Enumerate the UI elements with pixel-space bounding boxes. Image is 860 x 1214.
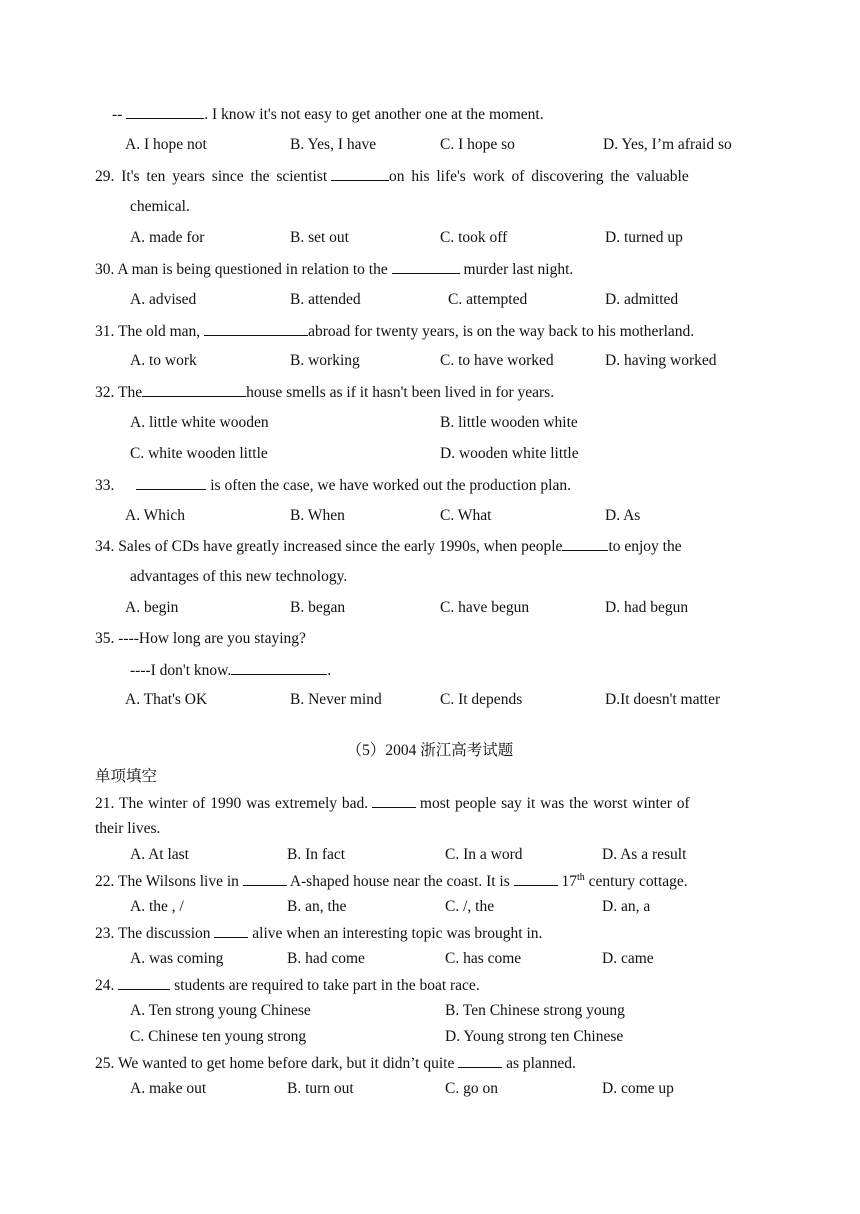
option-c: C. has come <box>445 950 522 967</box>
answer-blank <box>243 871 287 886</box>
question-33-stem <box>95 475 571 496</box>
option-d: D. having worked <box>605 352 717 369</box>
question-29-stem <box>95 166 768 187</box>
option-a: A. the , / <box>130 898 184 915</box>
q35-suffix: . <box>327 662 332 679</box>
option-d: D. had begun <box>605 599 689 616</box>
option-c: C. Chinese ten young strong <box>130 1028 307 1045</box>
answer-blank <box>458 1053 502 1068</box>
section-title: （5）2004 浙江高考试题 <box>346 742 514 759</box>
option-b: B. had come <box>287 950 365 967</box>
q24-suffix: students are required to take part in the boat race. <box>174 977 480 994</box>
option-d: D. Young strong ten Chinese <box>445 1028 624 1045</box>
option-d: D.It doesn't matter <box>605 691 721 708</box>
answer-blank <box>331 166 389 181</box>
q32-suffix: house smells as if it hasn't been lived in for years. <box>246 384 555 401</box>
q24-prefix: 24. <box>95 977 115 994</box>
q23-suffix: alive when an interesting topic was brought in. <box>252 925 543 942</box>
question-21-stem <box>95 793 768 814</box>
q22-ordinal-suffix: th <box>577 871 585 883</box>
q32-prefix: 32. The <box>95 384 143 401</box>
option-b: B. In fact <box>287 846 346 863</box>
q23-prefix: 23. The discussion <box>95 925 211 942</box>
q25-suffix: as planned. <box>506 1055 576 1072</box>
question-24-stem <box>95 975 480 996</box>
q22-suffix: century cottage. <box>588 873 688 890</box>
option-d: D. As <box>605 507 641 524</box>
question-23-stem <box>95 923 542 944</box>
q21-suffix: most people say it was the worst winter of <box>419 795 690 812</box>
q28-prefix: -- <box>112 106 127 123</box>
answer-blank <box>142 382 246 397</box>
q21-continuation: their lives. <box>95 820 161 837</box>
option-a: A. At last <box>130 846 189 863</box>
option-d: D. turned up <box>605 229 683 246</box>
option-c: C. took off <box>440 229 508 246</box>
option-c: C. attempted <box>448 291 528 308</box>
option-b: B. an, the <box>287 898 347 915</box>
answer-blank <box>392 259 460 274</box>
option-b: B. working <box>290 352 360 369</box>
question-32-stem <box>95 382 554 403</box>
q22-prefix: 22. The Wilsons live in <box>95 873 239 890</box>
q31-suffix: abroad for twenty years, is on the way back to his motherland. <box>308 323 695 340</box>
option-a: A. I hope not <box>125 136 207 153</box>
q33-prefix: 33. <box>95 477 115 494</box>
question-25-stem <box>95 1053 576 1074</box>
option-a: A. little white wooden <box>130 414 269 431</box>
option-d: D. wooden white little <box>440 445 579 462</box>
option-c: C. have begun <box>440 599 530 616</box>
q30-suffix: murder last night. <box>463 261 574 278</box>
option-d: D. came <box>602 950 654 967</box>
question-28-stem <box>112 104 544 125</box>
option-c: C. to have worked <box>440 352 554 369</box>
section-subtitle: 单项填空 <box>95 768 158 785</box>
option-a: A. advised <box>130 291 197 308</box>
q31-prefix: 31. The old man, <box>95 323 201 340</box>
option-c: C. In a word <box>445 846 523 863</box>
option-a: A. made for <box>130 229 205 246</box>
option-c: C. It depends <box>440 691 523 708</box>
option-d: D. come up <box>602 1080 674 1097</box>
answer-blank <box>126 104 204 119</box>
option-a: A. begin <box>125 599 179 616</box>
option-a: A. Ten strong young Chinese <box>130 1002 311 1019</box>
option-d: D. admitted <box>605 291 679 308</box>
q33-suffix: is often the case, we have worked out the production plan. <box>210 477 571 494</box>
option-a: A. That's OK <box>125 691 208 708</box>
answer-blank <box>372 793 416 808</box>
question-30-stem <box>95 259 573 280</box>
option-b: B. Never mind <box>290 691 382 708</box>
answer-blank <box>514 871 558 886</box>
option-b: B. set out <box>290 229 349 246</box>
option-b: B. turn out <box>287 1080 354 1097</box>
option-b: B. attended <box>290 291 361 308</box>
q34-suffix: to enjoy the <box>608 538 682 555</box>
q29-prefix: 29. It's ten years since the scientist <box>95 168 328 185</box>
q21-prefix: 21. The winter of 1990 was extremely bad. <box>95 795 369 812</box>
q22-mid: A-shaped house near the coast. It is <box>289 873 510 890</box>
option-d: D. Yes, I’m afraid so <box>603 136 732 153</box>
answer-blank <box>204 321 308 336</box>
option-a: A. make out <box>130 1080 207 1097</box>
question-31-stem <box>95 321 694 342</box>
q29-continuation: chemical. <box>130 198 190 215</box>
option-b: B. Yes, I have <box>290 136 377 153</box>
answer-blank <box>118 975 170 990</box>
option-b: B. When <box>290 507 345 524</box>
option-a: A. Which <box>125 507 185 524</box>
question-22-stem <box>95 871 688 892</box>
option-c: C. I hope so <box>440 136 515 153</box>
q22-number: 17 <box>561 873 578 890</box>
option-c: C. /, the <box>445 898 495 915</box>
option-b: B. Ten Chinese strong young <box>445 1002 625 1019</box>
option-c: C. white wooden little <box>130 445 268 462</box>
option-b: B. began <box>290 599 346 616</box>
q25-prefix: 25. We wanted to get home before dark, but it didn’t quite <box>95 1055 455 1072</box>
answer-blank <box>231 660 327 675</box>
question-35-line2 <box>130 660 331 681</box>
q34-prefix: 34. Sales of CDs have greatly increased since the early 1990s, when people <box>95 538 563 555</box>
option-c: C. go on <box>445 1080 498 1097</box>
question-35-line1: 35. ----How long are you staying? <box>95 630 306 647</box>
answer-blank <box>562 536 608 551</box>
answer-blank <box>214 923 248 938</box>
option-d: D. As a result <box>602 846 687 863</box>
q28-suffix: . I know it's not easy to get another one at the moment. <box>204 106 544 123</box>
option-c: C. What <box>440 507 492 524</box>
q34-continuation: advantages of this new technology. <box>130 568 348 585</box>
option-d: D. an, a <box>602 898 651 915</box>
option-a: A. to work <box>130 352 197 369</box>
question-34-stem <box>95 536 768 557</box>
option-a: A. was coming <box>130 950 224 967</box>
q30-prefix: 30. A man is being questioned in relation to the <box>95 261 388 278</box>
q35-prefix: ----I don't know. <box>130 662 232 679</box>
q29-suffix: on his life's work of discovering the valuable <box>389 168 689 185</box>
option-b: B. little wooden white <box>440 414 578 431</box>
answer-blank <box>136 475 206 490</box>
